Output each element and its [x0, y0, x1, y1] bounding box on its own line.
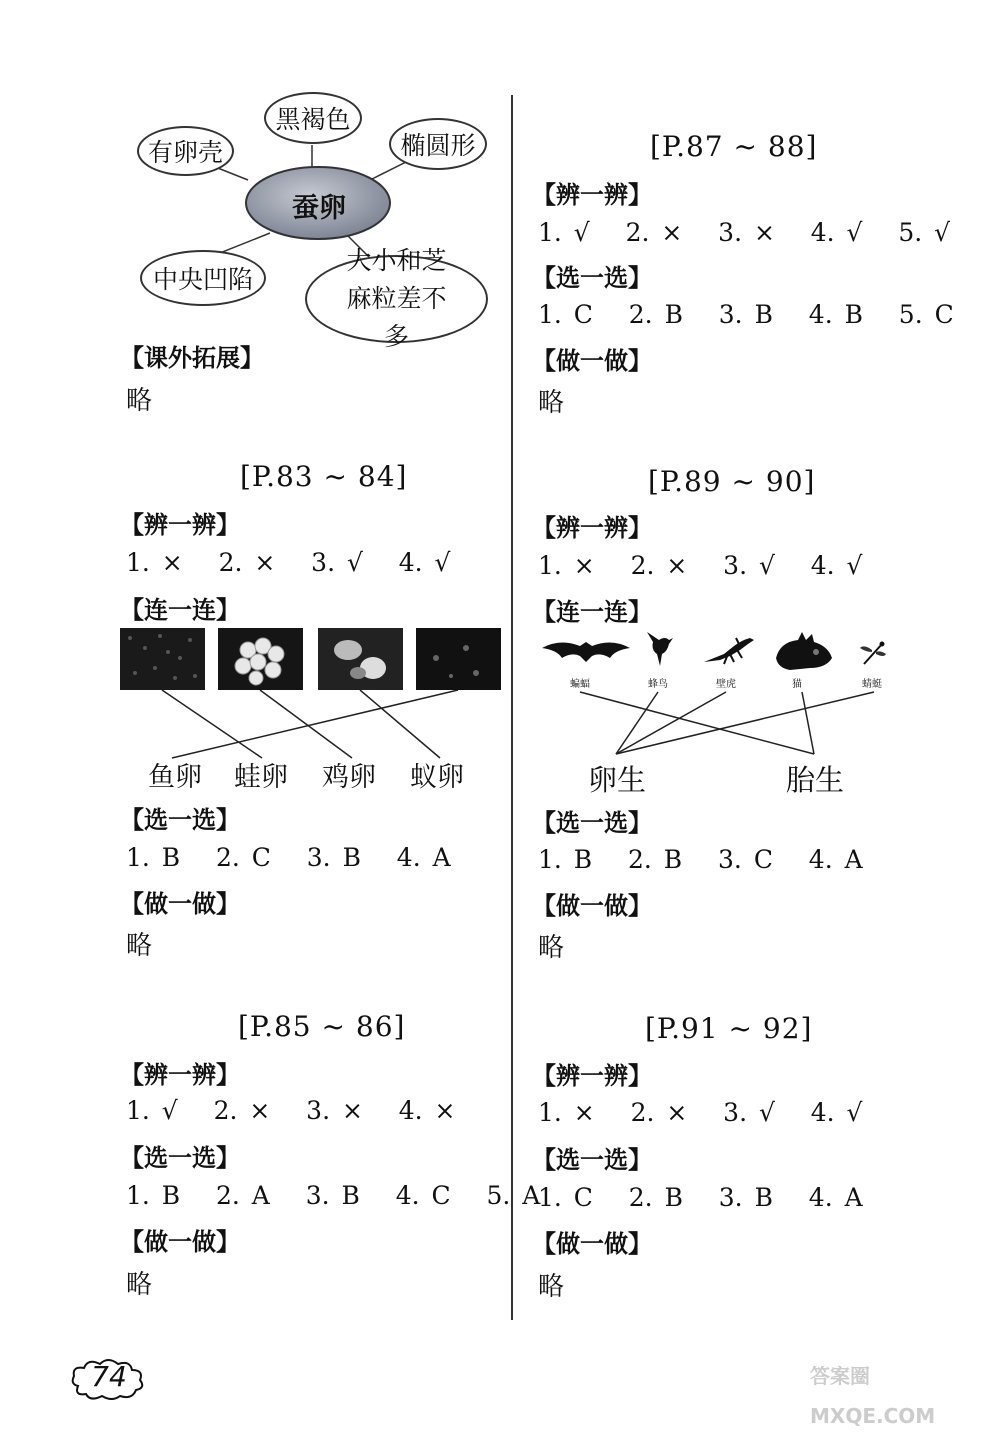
section-heading: 【做一做】 [532, 1230, 652, 1258]
bat-icon [540, 636, 632, 666]
answer-text: 略 [538, 388, 565, 418]
section-heading: 【选一选】 [532, 809, 652, 837]
page-range: [P.91 ~ 92] [645, 1012, 813, 1045]
frog-egg-photo [218, 628, 303, 690]
section-heading: 【课外拓展】 [120, 344, 264, 372]
section-heading: 【选一选】 [532, 1146, 652, 1174]
animal-label: 猫 [792, 679, 802, 690]
match-line [616, 692, 874, 754]
egg-label: 鸡卵 [322, 762, 376, 793]
egg-label: 蚁卵 [410, 762, 464, 793]
egg-label: 鱼卵 [148, 762, 202, 793]
section-heading: 【选一选】 [120, 1144, 240, 1172]
animal-label: 壁虎 [716, 679, 736, 690]
page-range: [P.83 ~ 84] [240, 460, 408, 493]
animal-label: 蝙蝠 [570, 679, 590, 690]
hummingbird-icon [645, 628, 675, 668]
cat-icon [770, 628, 836, 672]
section-heading: 【辨一辨】 [532, 181, 652, 209]
answer-line: 1. B 2. B 3. C 4. A [538, 845, 863, 874]
answer-line: 1. C 2. B 3. B 4. B 5. C [538, 300, 954, 329]
section-heading: 【连一连】 [120, 596, 240, 624]
section-heading: 【连一连】 [532, 598, 652, 626]
answer-text: 略 [538, 933, 565, 963]
gecko-icon [700, 632, 756, 666]
match-line [172, 690, 458, 758]
answer-line: 1. √ 2. × 3. × 4. × [126, 1096, 456, 1125]
chicken-egg-photo [318, 628, 403, 690]
column-divider [511, 95, 513, 1320]
section-heading: 【做一做】 [532, 892, 652, 920]
mindmap-node: 椭圆形 [389, 118, 487, 170]
answer-text: 略 [126, 1270, 153, 1300]
section-heading: 【做一做】 [120, 890, 240, 918]
egg-match-lines [120, 690, 500, 760]
page-number [68, 1356, 148, 1402]
ant-egg-photo [416, 628, 501, 690]
answer-line: 1. B 2. C 3. B 4. A [126, 843, 451, 872]
page-range: [P.85 ~ 86] [238, 1010, 406, 1043]
answer-line: 1. × 2. × 3. √ 4. √ [126, 548, 451, 577]
section-heading: 【做一做】 [532, 347, 652, 375]
answer-text: 略 [126, 931, 153, 961]
page-range: [P.87 ~ 88] [650, 130, 818, 163]
egg-label: 蛙卵 [234, 762, 288, 793]
match-line [802, 692, 814, 754]
mindmap-node: 有卵壳 [137, 126, 234, 176]
section-heading: 【辨一辨】 [120, 1061, 240, 1089]
mindmap-center-label: 蚕卵 [292, 193, 346, 224]
answer-line: 1. × 2. × 3. √ 4. √ [538, 551, 863, 580]
section-heading: 【辨一辨】 [532, 1062, 652, 1090]
answer-line: 1. B 2. A 3. B 4. C 5. A [126, 1181, 541, 1210]
section-heading: 【做一做】 [120, 1228, 240, 1256]
fish-egg-photo [120, 628, 205, 690]
page-number-text: 74 [91, 1360, 127, 1393]
section-heading: 【辨一辨】 [120, 511, 240, 539]
section-heading: 【辨一辨】 [532, 514, 652, 542]
category-label: 卵生 [588, 763, 647, 797]
dragonfly-icon [858, 638, 888, 668]
match-line [580, 692, 814, 754]
answer-text: 略 [126, 386, 153, 416]
answer-text: 略 [538, 1272, 565, 1302]
animal-label: 蜂鸟 [648, 679, 668, 690]
watermark: 答案圈 MXQE.COM [810, 1364, 936, 1428]
match-line [260, 690, 352, 758]
answer-line: 1. √ 2. × 3. × 4. √ 5. √ [538, 218, 951, 247]
page-range: [P.89 ~ 90] [648, 465, 816, 498]
match-line [616, 692, 726, 754]
mindmap-node: 黑褐色 [264, 92, 362, 144]
section-heading: 【选一选】 [532, 264, 652, 292]
animal-match-lines [540, 690, 900, 760]
answer-line: 1. × 2. × 3. √ 4. √ [538, 1098, 863, 1127]
category-label: 胎生 [786, 763, 845, 797]
answer-line: 1. C 2. B 3. B 4. A [538, 1183, 863, 1212]
mindmap-node: 大小和芝麻粒差不多 [305, 255, 488, 343]
match-line [360, 690, 440, 758]
mindmap-node: 中央凹陷 [140, 250, 266, 306]
section-heading: 【选一选】 [120, 806, 240, 834]
animal-label: 蜻蜓 [862, 679, 882, 690]
